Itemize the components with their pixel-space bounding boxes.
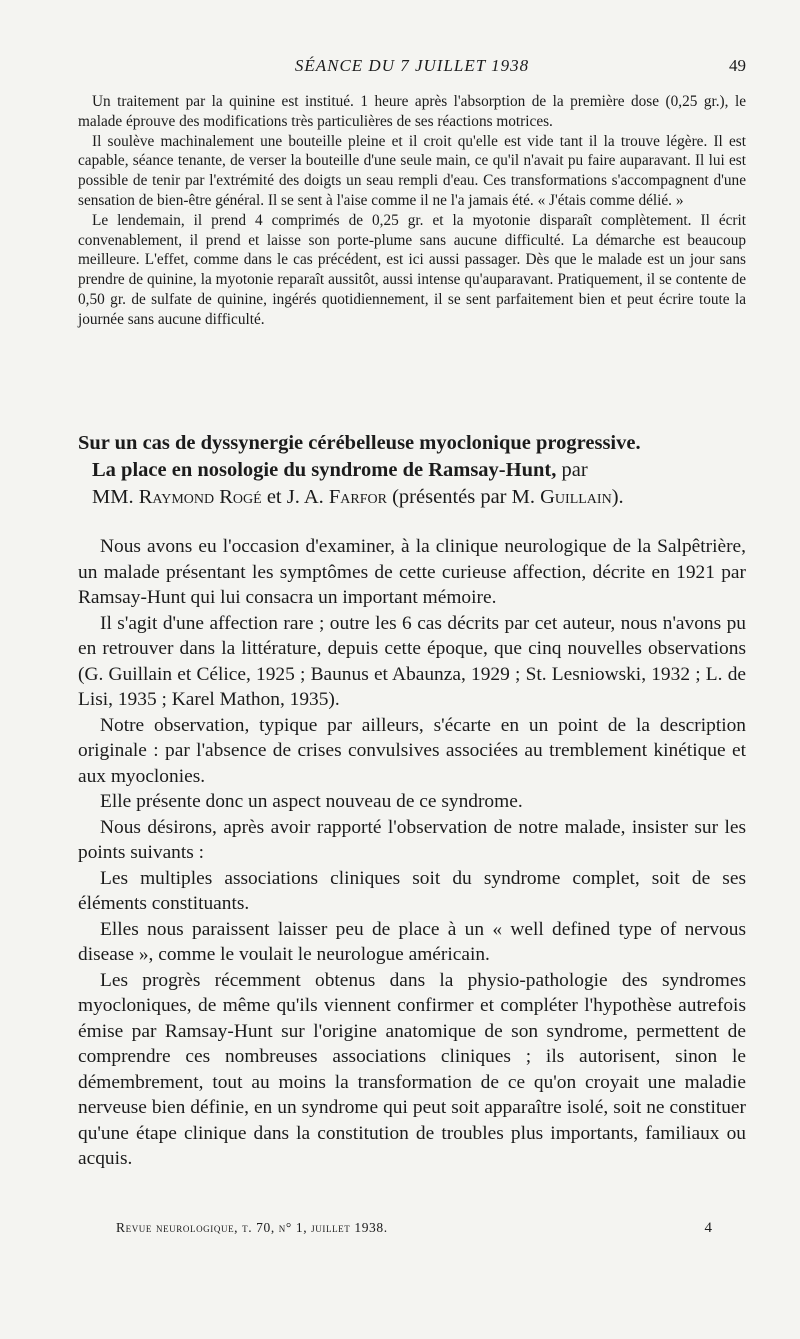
page-footer: [116, 1220, 712, 1242]
paragraph: Les progrès récemment obtenus dans la physio-pathologie des syndromes myocloniques, de même qu'ils viennent confirmer et compléter l'hypothèse autrefois émise par Ramsay-Hunt sur l'origine anatomique de son syndrome, permettent de comprendre ces nombreuses associations cliniques ; ils autorisent, sinon le démembrement, tout au moins la transformation de ce qu'on croyait une maladie nerveuse bien définie, en un syndrome qui peut soit apparaître isolé, soit ne constituer qu'une étape clinique dans la constitution de troubles plus importants, familiaux ou acquis.: [78, 969, 746, 1169]
running-header: [78, 56, 746, 82]
paragraph: Nous avons eu l'occasion d'examiner, à la clinique neurologique de la Salpêtrière, un malade présentant les symptômes de cette curieuse affection, décrite en 1921 par Ramsay-Hunt qui lui consacra un important mémoire.: [78, 536, 746, 608]
journal-citation: Revue neurologique, t. 70, n° 1, juillet 1938.: [116, 1220, 388, 1235]
article-heading: [78, 430, 746, 511]
author-name: Raymond Rogé: [138, 486, 262, 508]
article-title-line2: La place en nosologie du syndrome de Ramsay-Hunt, par: [92, 459, 588, 481]
paragraph: Elles nous paraissent laisser peu de place à un « well defined type of nervous disease », comme le voulait le neurologue américain.: [78, 918, 746, 965]
paragraph: Notre observation, typique par ailleurs, s'écarte en un point de la description originale : par l'absence de crises convulsives associées au tremblement kinétique et aux myoclonies.: [78, 714, 746, 787]
article-body: [78, 534, 746, 1172]
article-title-line1: Sur un cas de dyssynergie cérébelleuse myoclonique progressive.: [78, 432, 641, 454]
paragraph: Il s'agit d'une affection rare ; outre les 6 cas décrits par cet auteur, nous n'avons pu en retrouver dans la littérature, depuis cette époque, que cinq nouvelles observations (G. Guillain et Célice, 1925 ; Baunus et Abaunza, 1929 ; St. Lesniowski, 1932 ; L. de Lisi, 1935 ; Karel Mathon, 1935).: [78, 612, 746, 710]
paragraph: Il soulève machinalement une bouteille pleine et il croit qu'elle est vide tant il la trouve légère. Il est capable, séance tenante, de verser la bouteille d'une seule main, ce qu'il n'avait pu faire auparavant. Il lui est possible de tenir par l'extrémité des doigts un seau rempli d'eau. Ces transformations s'accompagnent d'une sensation de bien-être général. Il se sent à l'aise comme il ne l'a jamais été. « J'étais comme délié. »: [78, 132, 746, 209]
paragraph: Un traitement par la quinine est institué. 1 heure après l'absorption de la première dose (0,25 gr.), le malade éprouve des modifications très particulières de ses réactions motrices.: [78, 93, 746, 130]
page-number: 49: [729, 56, 746, 75]
article-authors: MM. Raymond Rogé et J. A. Farfor (présentés par M. Guillain).: [92, 486, 624, 508]
case-continuation: [78, 92, 746, 330]
paragraph: Nous désirons, après avoir rapporté l'observation de notre malade, insister sur les points suivants :: [78, 816, 746, 863]
paragraph: Les multiples associations cliniques soit du syndrome complet, soit de ses éléments constituants.: [78, 867, 746, 914]
author-name: Farfor: [328, 486, 387, 508]
title-par: par: [561, 459, 588, 481]
presenter-name: Guillain: [540, 486, 612, 508]
paragraph: Elle présente donc un aspect nouveau de ce syndrome.: [100, 791, 523, 812]
paragraph: Le lendemain, il prend 4 comprimés de 0,25 gr. et la myotonie disparaît complètement. Il écrit convenablement, il prend et laisse son porte-plume sans aucune difficulté. La démarche est beaucoup meilleure. L'effet, comme dans le cas précédent, est ici aussi passager. Dès que le malade est un jour sans prendre de quinine, la myotonie reparaît aussitôt, aussi intense qu'auparavant. Pratiquement, il se contente de 0,50 gr. de sulfate de quinine, ingérés quotidiennement, il se sent parfaitement bien et peut écrire toute la journée sans aucune difficulté.: [78, 211, 746, 328]
signature-mark: 4: [704, 1220, 712, 1236]
header-title: SÉANCE DU 7 JUILLET 1938: [294, 56, 530, 75]
